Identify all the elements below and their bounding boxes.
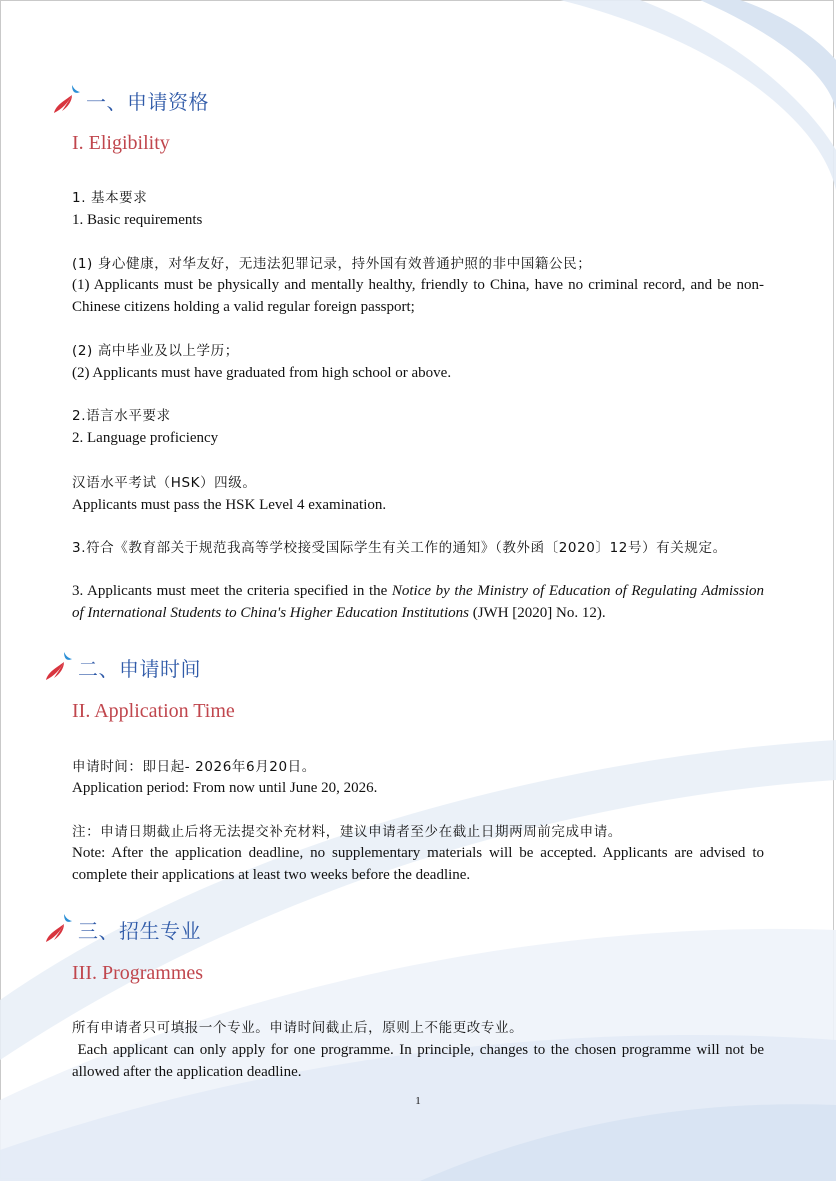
section-3-zh-title: 三、招生专业	[78, 918, 201, 943]
basic-requirements-en: 1. Basic requirements	[72, 212, 203, 228]
section-logo-icon	[50, 83, 84, 117]
programme-rule-zh: 所有申请者只可填报一个专业。申请时间截止后，原则上不能更改专业。	[72, 1020, 524, 1036]
moe-notice-title: Notice by the Ministry of Education of Regulating Admission of International Students to China's Higher Education Institutions	[72, 583, 764, 621]
basic-requirements-zh: 1. 基本要求	[72, 190, 148, 206]
section-heading-3	[42, 909, 201, 949]
requirement-1-en: (1) Applicants must be physically and mentally healthy, friendly to China, have no criminal record, and be non-Chinese citizens holding a valid regular foreign passport;	[72, 277, 764, 315]
section-logo-icon	[42, 650, 76, 684]
page-number: 1	[415, 1095, 421, 1107]
section-heading-1	[50, 80, 209, 120]
moe-notice-en-b: (JWH [2020] No. 12).	[468, 604, 606, 621]
application-period-en: Application period: From now until June 20, 2026.	[72, 780, 378, 796]
section-1-zh-title: 一、申请资格	[86, 89, 209, 114]
section-1-en-title: I. Eligibility	[72, 132, 170, 154]
section-heading-2	[42, 647, 201, 687]
requirement-1-zh: (1) 身心健康，对华友好，无违法犯罪记录，持外国有效普通护照的非中国籍公民；	[72, 256, 592, 272]
language-proficiency-zh: 2.语言水平要求	[72, 408, 171, 424]
section-2-zh-title: 二、申请时间	[78, 656, 201, 681]
section-3-en-title: III. Programmes	[72, 962, 204, 984]
application-period-zh: 申请时间：即日起- 2026年6月20日。	[72, 759, 316, 775]
deadline-note-en: Note: After the application deadline, no supplementary materials will be accepted. Applicants are advised to complete their applications at least two weeks before the deadline.	[72, 845, 764, 883]
requirement-2-en: (2) Applicants must have graduated from high school or above.	[72, 365, 452, 381]
deadline-note-zh: 注：申请日期截止后将无法提交补充材料，建议申请者至少在截止日期两周前完成申请。	[72, 824, 622, 840]
moe-notice-en	[72, 581, 764, 624]
moe-notice-en-a: 3. Applicants must meet the criteria specified in the	[72, 583, 392, 599]
section-2-en-title: II. Application Time	[72, 700, 235, 722]
requirement-2-zh: (2) 高中毕业及以上学历；	[72, 343, 239, 359]
language-proficiency-en: 2. Language proficiency	[72, 430, 219, 446]
moe-notice-zh: 3.符合《教育部关于规范我高等学校接受国际学生有关工作的通知》（教外函〔2020〕12号）有关规定。	[72, 540, 727, 556]
hsk-requirement-zh: 汉语水平考试（HSK）四级。	[72, 475, 257, 491]
section-logo-icon	[42, 912, 76, 946]
programme-rule-en: Each applicant can only apply for one programme. In principle, changes to the chosen programme will not be allowed after the application deadline.	[72, 1042, 768, 1080]
hsk-requirement-en: Applicants must pass the HSK Level 4 examination.	[72, 497, 387, 513]
